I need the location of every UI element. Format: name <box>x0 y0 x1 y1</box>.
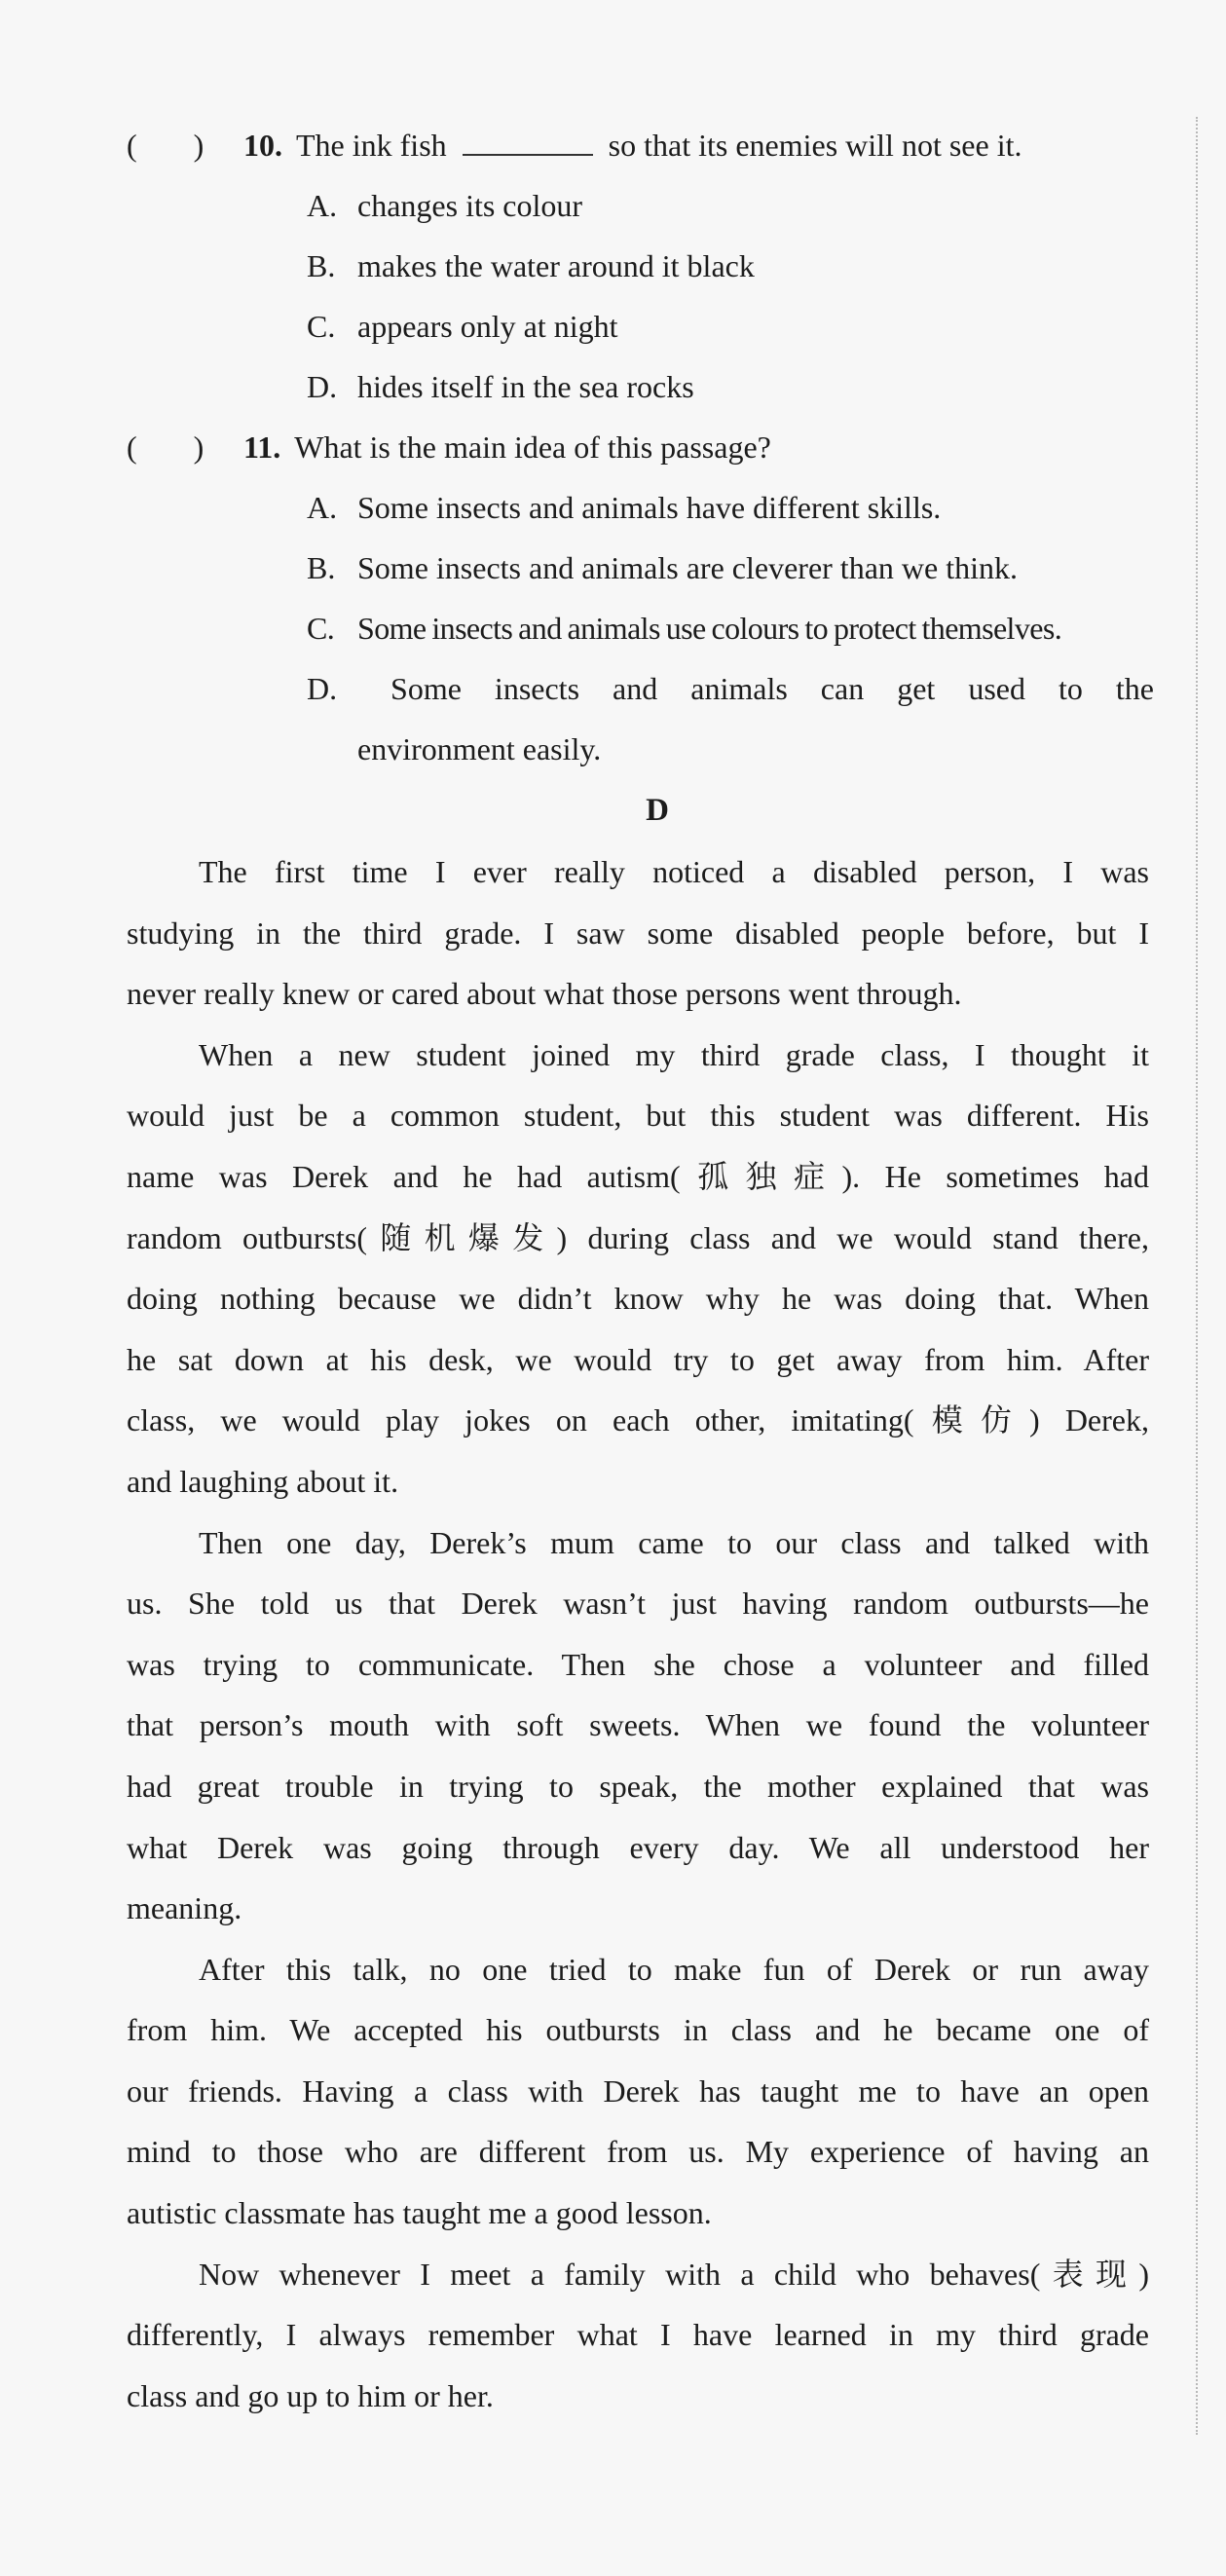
text-line: class, we would play jokes on each other, imitating(模仿) Derek, <box>127 1402 1149 1438</box>
bracket-close: ) <box>193 128 204 163</box>
option-word: used <box>968 671 1025 706</box>
question-10 <box>127 115 1149 417</box>
option-letter: A. <box>307 188 338 223</box>
option-a <box>127 477 1149 538</box>
text-line: random outbursts(随机爆发) during class and we would stand there, <box>127 1219 1149 1255</box>
option-letter: C. <box>307 309 336 344</box>
bracket-open: ( <box>127 429 137 465</box>
question-number: 10. <box>243 128 282 163</box>
answer-bracket[interactable] <box>127 417 243 477</box>
option-letter: B. <box>307 248 336 283</box>
option-text: hides itself in the sea rocks <box>357 369 694 404</box>
text-line: that person’s mouth with soft sweets. When we found the volunteer <box>127 1707 1149 1743</box>
section-title: D <box>646 793 669 828</box>
option-text: Some insects and animals have different skills. <box>357 490 942 525</box>
text-line: he sat down at his desk, we would try to get away from him. After <box>127 1341 1149 1377</box>
text-line: was trying to communicate. Then she chose a volunteer and filled <box>127 1646 1149 1682</box>
question-stem-before: The ink fish <box>296 128 447 163</box>
option-letter: C. <box>307 611 335 646</box>
paragraph-1 <box>127 841 1149 1025</box>
option-d-continuation: environment easily. <box>357 731 602 766</box>
text-line: class and go up to him or her. <box>127 2377 494 2413</box>
option-word: can <box>820 671 865 706</box>
question-stem: What is the main idea of this passage? <box>294 429 771 465</box>
option-b <box>127 236 1149 296</box>
text-line: autistic classmate has taught me a good lesson. <box>127 2195 712 2231</box>
page-edge-dotted-line <box>1196 117 1198 2435</box>
option-text: makes the water around it black <box>357 248 755 283</box>
option-text: Some insects and animals are cleverer than we think. <box>357 550 1018 585</box>
paragraph-4 <box>127 1939 1149 2244</box>
text-line: meaning. <box>127 1890 242 1926</box>
option-text: appears only at night <box>357 309 618 344</box>
option-word: Some <box>390 671 462 706</box>
text-line: us. She told us that Derek wasn’t just having random outbursts—he <box>127 1586 1149 1622</box>
option-letter: A. <box>307 490 338 525</box>
answer-bracket[interactable] <box>127 115 243 175</box>
document-content <box>127 115 1154 2426</box>
option-letter: B. <box>307 550 336 585</box>
option-c <box>127 296 1149 356</box>
text-line: would just be a common student, but this student was different. His <box>127 1098 1149 1134</box>
fill-blank[interactable] <box>463 117 593 156</box>
bracket-close: ) <box>193 429 204 465</box>
text-line: had great trouble in trying to speak, the mother explained that was <box>127 1768 1149 1804</box>
text-line: name was Derek and he had autism(孤独症). He sometimes had <box>127 1158 1149 1194</box>
text-line: from him. We accepted his outbursts in class and he became one of <box>127 2012 1149 2048</box>
option-letter: D. <box>307 369 338 404</box>
text-line: mind to those who are different from us. My experience of having an <box>127 2134 1149 2170</box>
text-line: studying in the third grade. I saw some disabled people before, but I <box>127 915 1149 951</box>
text-line: The first time I ever really noticed a disabled person, I was <box>199 854 1149 889</box>
bracket-open: ( <box>127 128 137 163</box>
passage <box>127 841 1149 2426</box>
option-text: Some insects and animals use colours to protect themselves. <box>357 611 1062 646</box>
option-text: changes its colour <box>357 188 583 223</box>
option-word: get <box>897 671 936 706</box>
option-d <box>127 658 1154 719</box>
text-line: When a new student joined my third grade class, I thought it <box>199 1036 1149 1072</box>
option-c <box>127 598 1149 658</box>
question-10-stem <box>127 115 1149 175</box>
text-line: and laughing about it. <box>127 1463 399 1499</box>
text-line: our friends. Having a class with Derek has taught me to have an open <box>127 2072 1149 2109</box>
paragraph-2 <box>127 1025 1149 1512</box>
question-11 <box>127 417 1154 779</box>
option-word: and <box>613 671 658 706</box>
option-word: insects <box>494 671 580 706</box>
question-11-stem <box>127 417 1149 477</box>
option-b <box>127 538 1149 598</box>
question-stem-after: so that its enemies will not see it. <box>608 128 1022 163</box>
option-word: animals <box>690 671 788 706</box>
option-word: to <box>1059 671 1083 706</box>
option-letter: D. <box>307 671 338 706</box>
option-a <box>127 175 1149 236</box>
text-line: Then one day, Derek’s mum came to our class and talked with <box>199 1524 1149 1560</box>
text-line: After this talk, no one tried to make fun of Derek or run away <box>199 1951 1149 1987</box>
text-line: Now whenever I meet a family with a child who behaves(表现) <box>199 2256 1149 2292</box>
text-line: differently, I always remember what I have learned in my third grade <box>127 2317 1149 2353</box>
text-line: what Derek was going through every day. We all understood her <box>127 1829 1149 1865</box>
paragraph-3 <box>127 1512 1149 1939</box>
question-number: 11. <box>243 429 281 465</box>
option-d <box>127 356 1149 417</box>
text-line: doing nothing because we didn’t know why he was doing that. When <box>127 1281 1149 1317</box>
paragraph-5 <box>127 2244 1149 2427</box>
text-line: never really knew or cared about what those persons went through. <box>127 976 962 1012</box>
option-word: the <box>1115 671 1154 706</box>
